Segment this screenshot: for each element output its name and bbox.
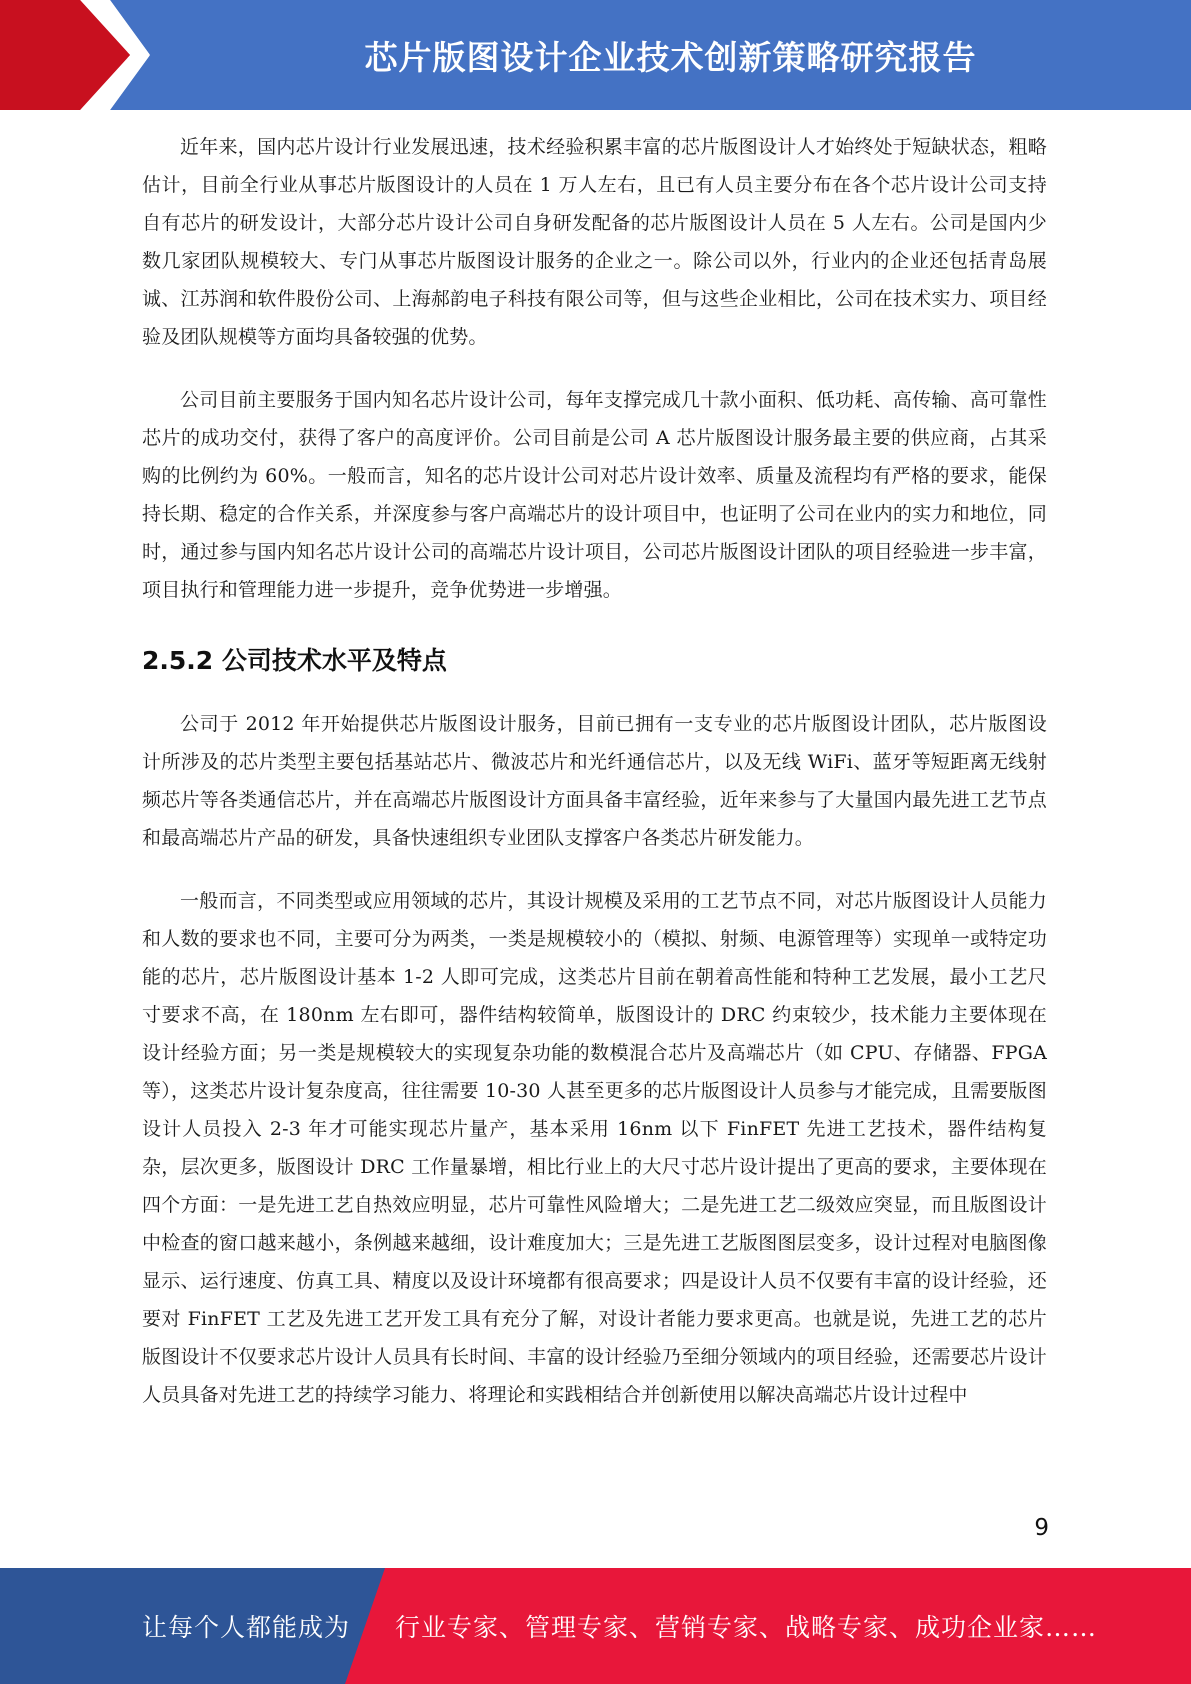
paragraph: 近年来，国内芯片设计行业发展迅速，技术经验积累丰富的芯片版图设计人才始终处于短缺状态，粗略估计，目前全行业从事芯片版图设计的人员在 1 万人左右，且已有人员主要分布在各个芯片设计公司支持自有芯片的研发设计，大部分芯片设计公司自身研发配备的芯片版图设计人员在 5 人左右。公司是国内少数几家团队规模较大、专门从事芯片版图设计服务的企业之一。除公司以外，行业内的企业还包括青岛展诚、江苏润和软件股份公司、上海郝韵电子科技有限公司等，但与这些企业相比，公司在技术实力、项目经验及团队规模等方面均具备较强的优势。 (142, 136, 1047, 348)
footer-slogan-left: 让每个人都能成为 (142, 1613, 351, 1642)
page-header (0, 0, 1191, 110)
section-heading: 2.5.2 公司技术水平及特点 (142, 646, 447, 675)
report-title: 芯片版图设计企业技术创新策略研究报告 (364, 37, 977, 77)
page-footer (0, 1568, 1191, 1684)
document-body (142, 128, 1047, 1414)
page-number: 9 (1034, 1515, 1049, 1541)
paragraph: 公司于 2012 年开始提供芯片版图设计服务，目前已拥有一支专业的芯片版图设计团队，芯片版图设计所涉及的芯片类型主要包括基站芯片、微波芯片和光纤通信芯片，以及无线 WiFi、蓝牙等短距离无线射频芯片等各类通信芯片，并在高端芯片版图设计方面具备丰富经验，近年来参与了大量国内最先进工艺节点和最高端芯片产品的研发，具备快速组织专业团队支撑客户各类芯片研发能力。 (142, 713, 1047, 849)
footer-slogan-right: 行业专家、管理专家、营销专家、战略专家、成功企业家…… (395, 1613, 1098, 1642)
paragraph: 公司目前主要服务于国内知名芯片设计公司，每年支撑完成几十款小面积、低功耗、高传输、高可靠性芯片的成功交付，获得了客户的高度评价。公司目前是公司 A 芯片版图设计服务最主要的供应商，占其采购的比例约为 60%。一般而言，知名的芯片设计公司对芯片设计效率、质量及流程均有严格的要求，能保持长期、稳定的合作关系，并深度参与客户高端芯片的设计项目中，也证明了公司在业内的实力和地位，同时，通过参与国内知名芯片设计公司的高端芯片设计项目，公司芯片版图设计团队的项目经验进一步丰富，项目执行和管理能力进一步提升，竞争优势进一步增强。 (142, 389, 1047, 601)
paragraph: 一般而言，不同类型或应用领域的芯片，其设计规模及采用的工艺节点不同，对芯片版图设计人员能力和人数的要求也不同，主要可分为两类，一类是规模较小的（模拟、射频、电源管理等）实现单一或特定功能的芯片，芯片版图设计基本 1-2 人即可完成，这类芯片目前在朝着高性能和特种工艺发展，最小工艺尺寸要求不高，在 180nm 左右即可，器件结构较简单，版图设计的 DRC 约束较少，技术能力主要体现在设计经验方面；另一类是规模较大的实现复杂功能的数模混合芯片及高端芯片（如 CPU、存储器、FPGA 等），这类芯片设计复杂度高，往往需要 10-30 人甚至更多的芯片版图设计人员参与才能完成，且需要版图设计人员投入 2-3 年才可能实现芯片量产，基本采用 16nm 以下 FinFET 先进工艺技术，器件结构复杂，层次更多，版图设计 DRC 工作量暴增，相比行业上的大尺寸芯片设计提出了更高的要求，主要体现在四个方面：一是先进工艺自热效应明显，芯片可靠性风险增大；二是先进工艺二级效应突显，而且版图设计中检查的窗口越来越小，条例越来越细，设计难度加大；三是先进工艺版图图层变多，设计过程对电脑图像显示、运行速度、仿真工具、精度以及设计环境都有很高要求；四是设计人员不仅要有丰富的设计经验，还要对 FinFET 工艺及先进工艺开发工具有充分了解，对设计者能力要求更高。也就是说，先进工艺的芯片版图设计不仅要求芯片设计人员具有长时间、丰富的设计经验乃至细分领域内的项目经验，还需要芯片设计人员具备对先进工艺的持续学习能力、将理论和实践相结合并创新使用以解决高端芯片设计过程中 (142, 890, 1047, 1406)
